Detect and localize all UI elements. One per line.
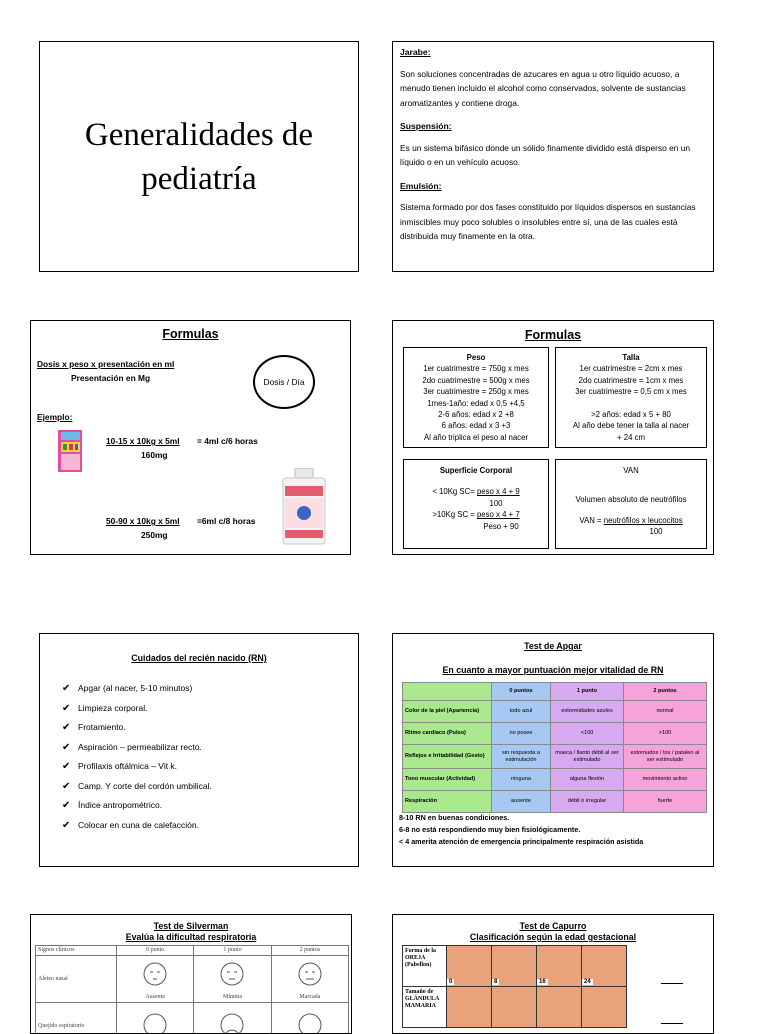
talla-heading: Talla bbox=[556, 352, 706, 363]
heading-line-1: Test de Silverman bbox=[31, 921, 351, 932]
header-cell: 2 puntos bbox=[624, 683, 707, 701]
dosis-dia-label: Dosis / Día bbox=[264, 377, 305, 387]
heading-line-2: Clasificación según la edad gestacional bbox=[393, 932, 713, 943]
slide-formulas-crecimiento bbox=[392, 320, 714, 555]
talla-line: 1er cuatrimestre = 2cm x mes bbox=[556, 363, 706, 374]
list-item bbox=[62, 780, 212, 800]
table-cell: fuerte bbox=[624, 791, 707, 813]
suspension-heading: Suspensión: bbox=[400, 119, 706, 134]
note-line: 8-10 RN en buenas condiciones. bbox=[399, 812, 643, 824]
checkmark-icon: ✔ bbox=[62, 722, 78, 734]
list-item-text: Camp. Y corte del cordón umbilical. bbox=[78, 781, 212, 791]
silverman-table bbox=[35, 945, 349, 1034]
table-cell bbox=[194, 1003, 271, 1034]
table-row bbox=[403, 701, 707, 723]
van-formula: neutrófilos x leucocitos bbox=[604, 516, 683, 525]
slide-heading: Test de Apgar bbox=[393, 641, 713, 651]
ear-photo bbox=[447, 946, 492, 987]
peso-heading: Peso bbox=[404, 352, 548, 363]
slide-heading: Formulas bbox=[31, 327, 350, 341]
row-label: Aleteo nasal bbox=[36, 956, 117, 1003]
table-cell: todo azul bbox=[492, 701, 551, 723]
table-cell: mueca / llanto débil al ser estimulado bbox=[551, 745, 624, 769]
title-line-1: Generalidades de bbox=[85, 117, 313, 153]
peso-line: 1er cuatrimestre = 750g x mes bbox=[404, 363, 548, 374]
table-cell bbox=[194, 956, 271, 1003]
example1-result: = 4ml c/6 horas bbox=[197, 436, 258, 446]
table-cell: estornudos / tos / pataleo al ser estimulado bbox=[624, 745, 707, 769]
list-item bbox=[62, 799, 212, 819]
formula-numerator: Dosis x peso x presentación en ml bbox=[37, 359, 174, 369]
list-item bbox=[62, 741, 212, 761]
care-checklist bbox=[62, 682, 212, 838]
sc-heading: Superficie Corporal bbox=[404, 465, 548, 476]
superficie-corporal-box bbox=[403, 459, 549, 549]
table-header-row bbox=[36, 946, 349, 956]
row-label: Tamaño de GLÁNDULA MAMARIA bbox=[403, 987, 447, 1028]
row-label: Forma de la OREJA (Pabellon) bbox=[403, 946, 447, 987]
table-cell: >100 bbox=[624, 723, 707, 745]
table-row bbox=[403, 769, 707, 791]
slide-definitions bbox=[392, 41, 714, 272]
peso-line: 3er cuatrimestre = 250g x mes bbox=[404, 386, 548, 397]
emulsion-heading: Emulsión: bbox=[400, 179, 706, 194]
slide-title bbox=[39, 41, 359, 272]
table-cell bbox=[271, 956, 348, 1003]
peso-line: 2do cuatrimestre = 500g x mes bbox=[404, 375, 548, 386]
slide-subheading: En cuanto a mayor puntuación mejor vitalidad de RN bbox=[393, 665, 713, 675]
breast-photo bbox=[537, 987, 582, 1028]
table-cell: ausente bbox=[492, 791, 551, 813]
example2-result: =6ml c/8 horas bbox=[197, 516, 255, 526]
sc-line2: 100 bbox=[404, 498, 548, 509]
list-item-text: Frotamiento. bbox=[78, 722, 126, 732]
row-label: Quejido espiratorio bbox=[36, 1003, 117, 1034]
medicine-box-image bbox=[56, 426, 86, 474]
face-sketch-icon bbox=[140, 1010, 170, 1034]
face-sketch-icon bbox=[295, 959, 325, 989]
table-cell bbox=[117, 1003, 194, 1034]
table-row bbox=[403, 987, 627, 1028]
row-label: Respiración bbox=[403, 791, 492, 813]
van-heading: VAN bbox=[556, 465, 706, 476]
peso-line: 1mes-1año: edad x 0,5 +4,5 bbox=[404, 398, 548, 409]
header-cell: 2 puntos bbox=[271, 946, 348, 956]
ear-photo bbox=[582, 946, 627, 987]
peso-box bbox=[403, 347, 549, 448]
stethoscope-sketch-icon bbox=[217, 1010, 247, 1034]
table-cell: débil o irregular bbox=[551, 791, 624, 813]
face-sketch-icon bbox=[295, 1010, 325, 1034]
sc-line3-formula: peso x 4 + 7 bbox=[477, 510, 520, 519]
heading-line-2: Evalúa la dificultad respiratoria bbox=[31, 932, 351, 943]
table-cell: sin respuesta a estimulación bbox=[492, 745, 551, 769]
slide-test-silverman bbox=[30, 914, 352, 1034]
sc-line1-label: < 10Kg SC= bbox=[432, 487, 477, 496]
breast-photo bbox=[447, 987, 492, 1028]
face-sketch-icon bbox=[140, 959, 170, 989]
table-row bbox=[403, 791, 707, 813]
checkmark-icon: ✔ bbox=[62, 703, 78, 715]
row-label: Tono muscular (Actividad) bbox=[403, 769, 492, 791]
emulsion-text: Sistema formado por dos fases constituido por líquidos dispersos en sustancias inmiscibles muy poco solubles o insolubles entre sí, una de las cuales está distribuida muy finamente en la otra. bbox=[400, 200, 706, 244]
talla-line: 2do cuatrimestre = 1cm x mes bbox=[556, 375, 706, 386]
face-sketch-icon bbox=[217, 959, 247, 989]
table-cell: movimiento activo bbox=[624, 769, 707, 791]
table-cell: <100 bbox=[551, 723, 624, 745]
note-line: 6-8 no está respondiendo muy bien fisiológicamente. bbox=[399, 824, 643, 836]
header-cell: 1 punto bbox=[194, 946, 271, 956]
example-label: Ejemplo: bbox=[37, 412, 72, 422]
table-cell: normal bbox=[624, 701, 707, 723]
row-label: Ritmo cardíaco (Pulso) bbox=[403, 723, 492, 745]
header-cell: Signos clínicos bbox=[36, 946, 117, 956]
list-item bbox=[62, 682, 212, 702]
list-item bbox=[62, 721, 212, 741]
table-cell: ninguna bbox=[492, 769, 551, 791]
table-header-row bbox=[403, 683, 707, 701]
talla-box bbox=[555, 347, 707, 448]
header-cell bbox=[403, 683, 492, 701]
slide-cuidados-rn bbox=[39, 633, 359, 867]
van-box bbox=[555, 459, 707, 549]
cell-caption: Marcada bbox=[274, 994, 346, 1000]
peso-line: 6 años: edad x 3 +3 bbox=[404, 420, 548, 431]
table-cell bbox=[117, 956, 194, 1003]
table-row bbox=[36, 956, 349, 1003]
list-item-text: Índice antropométrico. bbox=[78, 800, 162, 810]
table-cell: alguna flexión bbox=[551, 769, 624, 791]
capurro-table bbox=[402, 945, 627, 1028]
peso-line: Al año triplica el peso al nacer bbox=[404, 432, 548, 443]
score-value: 16 bbox=[537, 979, 548, 985]
ear-photo bbox=[537, 946, 582, 987]
jarabe-heading: Jarabe: bbox=[400, 45, 706, 60]
score-value: 8 bbox=[492, 979, 499, 985]
checkmark-icon: ✔ bbox=[62, 742, 78, 754]
breast-photo bbox=[492, 987, 537, 1028]
example2-numerator: 50-90 x 10kg x 5ml bbox=[106, 516, 180, 526]
list-item-text: Limpieza corporal. bbox=[78, 703, 147, 713]
score-value: 24 bbox=[582, 979, 593, 985]
ear-photo bbox=[492, 946, 537, 987]
talla-line: >2 años: edad x 5 + 80 bbox=[556, 409, 706, 420]
van-formula-label: VAN = bbox=[579, 516, 603, 525]
checkmark-icon: ✔ bbox=[62, 820, 78, 832]
slide-heading bbox=[393, 921, 713, 943]
table-cell bbox=[271, 1003, 348, 1034]
list-item-text: Colocar en cuna de calefacción. bbox=[78, 820, 199, 830]
checkmark-icon: ✔ bbox=[62, 683, 78, 695]
header-cell: 1 punto bbox=[551, 683, 624, 701]
talla-line: + 24 cm bbox=[556, 432, 706, 443]
cell-caption: Mínima bbox=[196, 994, 268, 1000]
slide-heading: Cuidados del recién nacido (RN) bbox=[40, 653, 358, 663]
van-denominator: 100 bbox=[556, 526, 706, 537]
table-row bbox=[403, 723, 707, 745]
slide-test-capurro bbox=[392, 914, 714, 1034]
sc-line3-label: >10Kg SC = bbox=[432, 510, 477, 519]
example1-denominator: 160mg bbox=[141, 450, 168, 460]
checkmark-icon: ✔ bbox=[62, 781, 78, 793]
cell-caption: Ausente bbox=[119, 994, 191, 1000]
note-line: < 4 amerita atención de emergencia principalmente respiración asistida bbox=[399, 836, 643, 848]
score-value: 0 bbox=[447, 979, 454, 985]
slide-heading: Formulas bbox=[393, 328, 713, 342]
slide-heading bbox=[31, 921, 351, 943]
checkmark-icon: ✔ bbox=[62, 761, 78, 773]
table-cell: extremidades azules bbox=[551, 701, 624, 723]
jarabe-text: Son soluciones concentradas de azucares en agua u otro líquido acuoso, a menudo tienen incluido el alcohol como conservados, solvente de sustancias aromatizantes y contiene droga. bbox=[400, 67, 706, 111]
list-item-text: Apgar (al nacer, 5-10 minutos) bbox=[78, 683, 192, 693]
amoxicillin-bottle-image bbox=[279, 468, 329, 546]
list-item bbox=[62, 760, 212, 780]
apgar-notes bbox=[399, 812, 643, 848]
list-item bbox=[62, 819, 212, 839]
apgar-table bbox=[402, 682, 707, 813]
presentation-title bbox=[85, 113, 313, 201]
list-item bbox=[62, 702, 212, 722]
title-line-2: pediatría bbox=[141, 161, 256, 197]
peso-line: 2-6 años: edad x 2 +8 bbox=[404, 409, 548, 420]
breast-photo bbox=[582, 987, 627, 1028]
example2-denominator: 250mg bbox=[141, 530, 168, 540]
slide-test-apgar bbox=[392, 633, 714, 867]
formula-denominator: Presentación en Mg bbox=[71, 373, 150, 383]
talla-line: 3er cuatrimestre = 0,5 cm x mes bbox=[556, 386, 706, 397]
row-label: Color de la piel (Apariencia) bbox=[403, 701, 492, 723]
table-row bbox=[36, 1003, 349, 1034]
list-item-text: Aspiración – permeabilizar recto. bbox=[78, 742, 202, 752]
van-definition: Volumen absoluto de neutrófilos bbox=[556, 494, 706, 505]
header-cell: 0 puntos bbox=[492, 683, 551, 701]
row-label: Reflejos e Irritabilidad (Gesto) bbox=[403, 745, 492, 769]
dosis-dia-circle bbox=[253, 355, 315, 409]
sc-line4: Peso + 90 bbox=[404, 521, 548, 532]
answer-line bbox=[661, 983, 683, 984]
heading-line-1: Test de Capurro bbox=[393, 921, 713, 932]
table-row bbox=[403, 946, 627, 987]
table-cell: no posee bbox=[492, 723, 551, 745]
suspension-text: Es un sistema bifásico donde un sólido finamente dividido está disperso en un líquido o en un vehículo acuoso. bbox=[400, 141, 706, 170]
table-row bbox=[403, 745, 707, 769]
talla-line: Al año debe tener la talla al nacer bbox=[556, 420, 706, 431]
header-cell: 0 punto bbox=[117, 946, 194, 956]
checkmark-icon: ✔ bbox=[62, 800, 78, 812]
example1-numerator: 10-15 x 10kg x 5ml bbox=[106, 436, 180, 446]
list-item-text: Profilaxis oftálmica – Vit k. bbox=[78, 761, 177, 771]
sc-line1-formula: peso x 4 + 9 bbox=[477, 487, 520, 496]
